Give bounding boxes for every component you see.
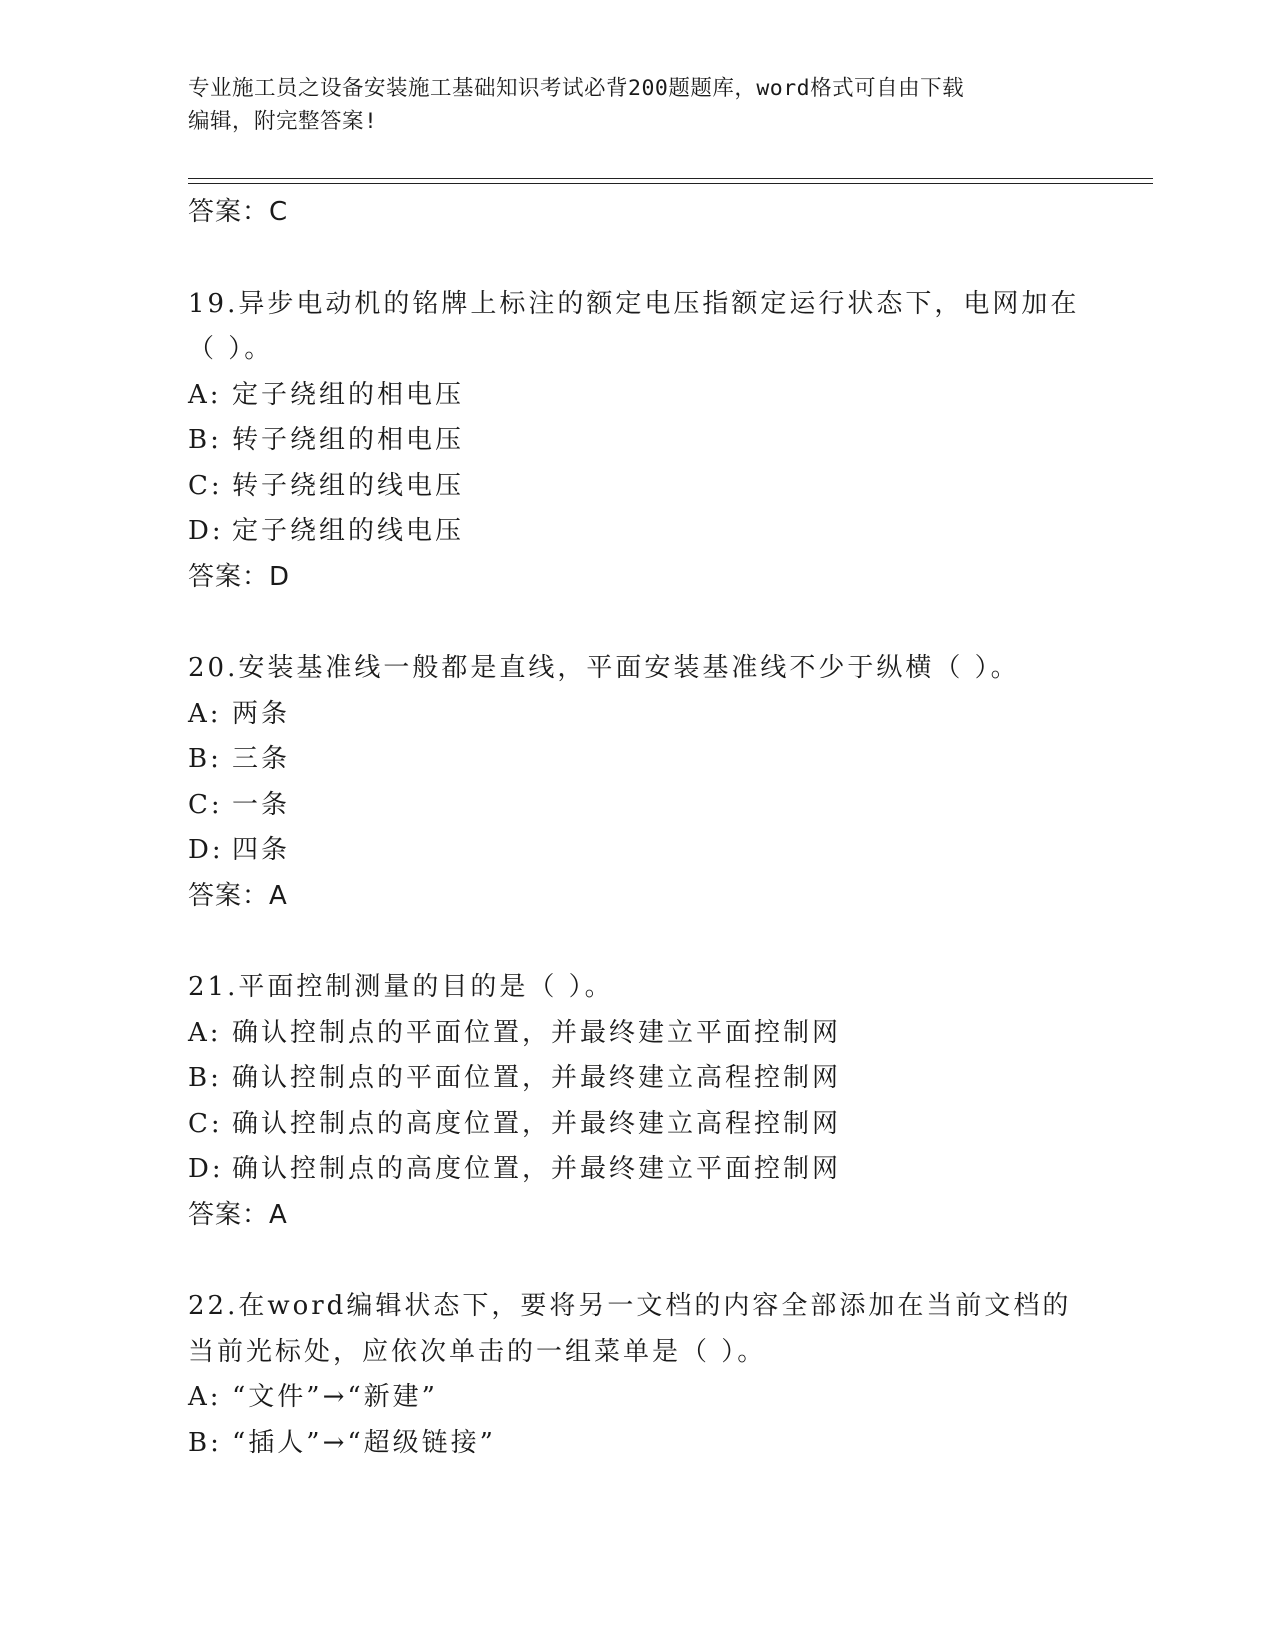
option-a	[188, 692, 1088, 738]
question-22	[188, 1284, 1088, 1466]
question-19	[188, 282, 1088, 601]
question-20	[188, 646, 1088, 919]
answer: 答案：A	[188, 1199, 288, 1230]
option-d	[188, 828, 1088, 874]
option-text: 定子绕组的相电压	[232, 379, 465, 410]
header-rule-bottom	[188, 183, 1153, 184]
option-c	[188, 1102, 1088, 1148]
option-c	[188, 783, 1088, 829]
option-letter: C:	[188, 789, 223, 820]
option-letter: B:	[188, 1063, 222, 1093]
option-text: 确认控制点的平面位置，并最终建立平面控制网	[232, 1017, 842, 1048]
option-text: “文件”→“新建”	[232, 1382, 438, 1412]
option-text: 定子绕组的线电压	[232, 516, 465, 546]
option-c	[188, 464, 1088, 510]
option-letter: A:	[188, 1382, 222, 1412]
question-21	[188, 965, 1088, 1238]
option-text: 确认控制点的高度位置，并最终建立高程控制网	[232, 1108, 842, 1139]
question-stem: 21.平面控制测量的目的是（ ）。	[188, 972, 614, 1002]
option-text: 转子绕组的线电压	[232, 470, 465, 501]
header-title-line1: 专业施工员之设备安装施工基础知识考试必背200题题库，word格式可自由下载	[188, 76, 965, 101]
question-stem-cont: 当前光标处，应依次单击的一组菜单是（ ）。	[188, 1336, 767, 1367]
header-title-line2: 编辑，附完整答案!	[188, 109, 378, 134]
option-letter: A:	[188, 1017, 222, 1048]
question-stem: 22.在word编辑状态下，要将另一文档的内容全部添加在当前文档的	[188, 1291, 1072, 1321]
previous-answer: 答案：C	[188, 197, 289, 227]
option-letter: C:	[188, 1108, 223, 1139]
option-letter: D:	[188, 1154, 224, 1184]
option-a	[188, 1011, 1088, 1057]
option-b	[188, 418, 1088, 464]
option-text: 一条	[232, 789, 291, 820]
option-text: “插人”→“超级链接”	[232, 1427, 496, 1458]
option-b	[188, 1421, 1088, 1467]
question-stem-cont: （ ）。	[188, 334, 274, 364]
option-text: 确认控制点的高度位置，并最终建立平面控制网	[232, 1154, 842, 1184]
option-text: 转子绕组的相电压	[232, 425, 465, 455]
option-letter: A:	[188, 379, 222, 410]
page-header	[188, 72, 1068, 138]
option-d	[188, 1147, 1088, 1193]
option-text: 四条	[232, 835, 291, 865]
answer: 答案：A	[188, 880, 288, 911]
option-text: 确认控制点的平面位置，并最终建立高程控制网	[232, 1063, 842, 1093]
question-list	[188, 190, 1088, 1466]
option-letter: D:	[188, 835, 224, 865]
option-letter: D:	[188, 516, 224, 546]
option-b	[188, 1056, 1088, 1102]
option-b	[188, 737, 1088, 783]
option-text: 三条	[232, 744, 291, 774]
option-d	[188, 509, 1088, 555]
option-a	[188, 1375, 1088, 1421]
option-letter: C:	[188, 470, 223, 501]
option-letter: A:	[188, 698, 222, 729]
option-a	[188, 373, 1088, 419]
option-text: 两条	[232, 698, 291, 729]
header-rule-top	[188, 178, 1153, 179]
answer: 答案：D	[188, 561, 291, 592]
question-stem: 19.异步电动机的铭牌上标注的额定电压指额定运行状态下，电网加在	[188, 288, 1080, 319]
option-letter: B:	[188, 1427, 222, 1458]
option-letter: B:	[188, 744, 222, 774]
option-letter: B:	[188, 425, 222, 455]
question-stem: 20.安装基准线一般都是直线，平面安装基准线不少于纵横（ ）。	[188, 653, 1020, 683]
